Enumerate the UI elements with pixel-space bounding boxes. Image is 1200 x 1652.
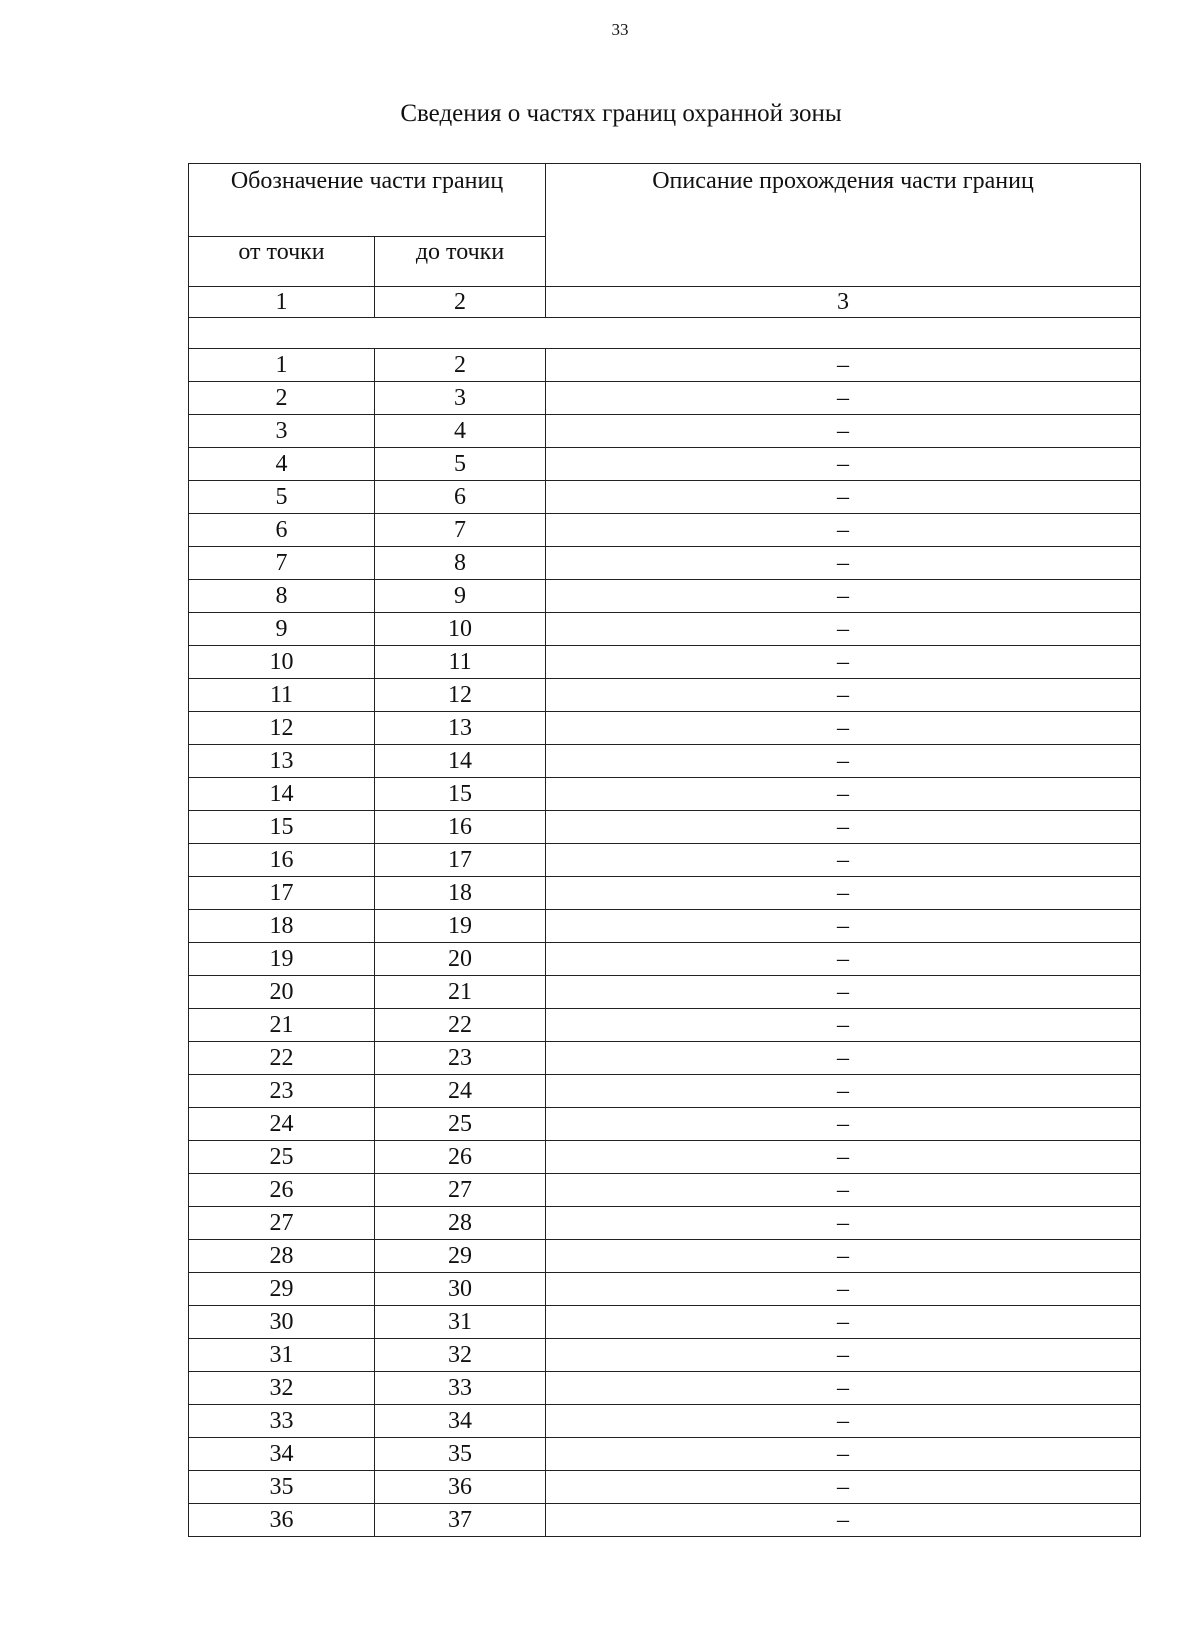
table-header	[189, 164, 1141, 349]
cell-to-point: 8	[375, 547, 546, 580]
cell-to-point: 3	[375, 382, 546, 415]
cell-description: –	[546, 481, 1141, 514]
table-row	[189, 1009, 1141, 1042]
cell-from-point: 26	[189, 1174, 375, 1207]
header-from-point: от точки	[189, 237, 375, 287]
cell-to-point: 31	[375, 1306, 546, 1339]
cell-to-point: 17	[375, 844, 546, 877]
table-row	[189, 1042, 1141, 1075]
cell-to-point: 32	[375, 1339, 546, 1372]
header-to-point: до точки	[375, 237, 546, 287]
cell-description: –	[546, 1009, 1141, 1042]
boundary-parts-table	[188, 163, 1141, 1537]
column-number: 3	[546, 287, 1141, 318]
cell-to-point: 6	[375, 481, 546, 514]
cell-to-point: 19	[375, 910, 546, 943]
cell-to-point: 27	[375, 1174, 546, 1207]
cell-from-point: 28	[189, 1240, 375, 1273]
cell-to-point: 21	[375, 976, 546, 1009]
cell-from-point: 29	[189, 1273, 375, 1306]
cell-from-point: 4	[189, 448, 375, 481]
cell-to-point: 29	[375, 1240, 546, 1273]
table-row	[189, 910, 1141, 943]
cell-from-point: 11	[189, 679, 375, 712]
header-boundary-description: Описание прохождения части границ	[546, 164, 1141, 287]
cell-description: –	[546, 910, 1141, 943]
column-number: 2	[375, 287, 546, 318]
cell-to-point: 20	[375, 943, 546, 976]
cell-from-point: 15	[189, 811, 375, 844]
cell-from-point: 2	[189, 382, 375, 415]
cell-to-point: 2	[375, 349, 546, 382]
table-row	[189, 1504, 1141, 1537]
cell-description: –	[546, 943, 1141, 976]
table-row	[189, 943, 1141, 976]
table-row	[189, 646, 1141, 679]
table-row	[189, 1471, 1141, 1504]
cell-description: –	[546, 1339, 1141, 1372]
table-row	[189, 1207, 1141, 1240]
cell-from-point: 13	[189, 745, 375, 778]
cell-description: –	[546, 1273, 1141, 1306]
cell-from-point: 3	[189, 415, 375, 448]
cell-description: –	[546, 712, 1141, 745]
cell-description: –	[546, 1306, 1141, 1339]
table-row	[189, 1405, 1141, 1438]
cell-to-point: 15	[375, 778, 546, 811]
cell-from-point: 16	[189, 844, 375, 877]
cell-description: –	[546, 745, 1141, 778]
table-row	[189, 613, 1141, 646]
cell-description: –	[546, 811, 1141, 844]
cell-description: –	[546, 1372, 1141, 1405]
cell-description: –	[546, 382, 1141, 415]
table-row	[189, 844, 1141, 877]
page-title: Сведения о частях границ охранной зоны	[400, 100, 842, 127]
cell-from-point: 27	[189, 1207, 375, 1240]
table-row	[189, 1075, 1141, 1108]
cell-from-point: 31	[189, 1339, 375, 1372]
cell-from-point: 18	[189, 910, 375, 943]
cell-description: –	[546, 976, 1141, 1009]
cell-to-point: 28	[375, 1207, 546, 1240]
cell-description: –	[546, 349, 1141, 382]
cell-from-point: 5	[189, 481, 375, 514]
table-row	[189, 745, 1141, 778]
cell-to-point: 35	[375, 1438, 546, 1471]
cell-description: –	[546, 778, 1141, 811]
cell-description: –	[546, 580, 1141, 613]
cell-to-point: 7	[375, 514, 546, 547]
cell-to-point: 16	[375, 811, 546, 844]
cell-from-point: 1	[189, 349, 375, 382]
cell-to-point: 11	[375, 646, 546, 679]
table-row	[189, 1306, 1141, 1339]
cell-from-point: 14	[189, 778, 375, 811]
cell-from-point: 34	[189, 1438, 375, 1471]
table-row	[189, 1141, 1141, 1174]
cell-from-point: 22	[189, 1042, 375, 1075]
column-number-row	[189, 287, 1141, 318]
cell-description: –	[546, 1108, 1141, 1141]
table-row	[189, 1438, 1141, 1471]
cell-from-point: 17	[189, 877, 375, 910]
cell-from-point: 10	[189, 646, 375, 679]
cell-from-point: 8	[189, 580, 375, 613]
cell-description: –	[546, 646, 1141, 679]
cell-description: –	[546, 1438, 1141, 1471]
table-row	[189, 415, 1141, 448]
page-number: 33	[611, 20, 629, 39]
cell-from-point: 21	[189, 1009, 375, 1042]
table-row	[189, 811, 1141, 844]
cell-description: –	[546, 1075, 1141, 1108]
cell-to-point: 10	[375, 613, 546, 646]
header-boundary-designation: Обозначение части границ	[189, 164, 546, 237]
cell-to-point: 36	[375, 1471, 546, 1504]
table-row	[189, 877, 1141, 910]
table-row	[189, 1273, 1141, 1306]
table-row	[189, 547, 1141, 580]
cell-to-point: 14	[375, 745, 546, 778]
cell-from-point: 9	[189, 613, 375, 646]
cell-from-point: 6	[189, 514, 375, 547]
table-row	[189, 778, 1141, 811]
cell-description: –	[546, 1504, 1141, 1537]
cell-description: –	[546, 679, 1141, 712]
table-row	[189, 349, 1141, 382]
table-row	[189, 382, 1141, 415]
cell-description: –	[546, 1240, 1141, 1273]
cell-description: –	[546, 1042, 1141, 1075]
cell-from-point: 19	[189, 943, 375, 976]
cell-description: –	[546, 877, 1141, 910]
table-row	[189, 712, 1141, 745]
cell-description: –	[546, 448, 1141, 481]
cell-to-point: 13	[375, 712, 546, 745]
cell-to-point: 26	[375, 1141, 546, 1174]
cell-description: –	[546, 1471, 1141, 1504]
cell-to-point: 34	[375, 1405, 546, 1438]
cell-from-point: 23	[189, 1075, 375, 1108]
cell-from-point: 20	[189, 976, 375, 1009]
table-row	[189, 1240, 1141, 1273]
cell-description: –	[546, 1174, 1141, 1207]
table-row	[189, 580, 1141, 613]
cell-to-point: 24	[375, 1075, 546, 1108]
table-row	[189, 514, 1141, 547]
cell-to-point: 5	[375, 448, 546, 481]
cell-from-point: 30	[189, 1306, 375, 1339]
cell-from-point: 12	[189, 712, 375, 745]
cell-description: –	[546, 514, 1141, 547]
cell-to-point: 9	[375, 580, 546, 613]
cell-description: –	[546, 613, 1141, 646]
cell-to-point: 33	[375, 1372, 546, 1405]
table-row	[189, 976, 1141, 1009]
cell-description: –	[546, 1207, 1141, 1240]
column-number: 1	[189, 287, 375, 318]
cell-to-point: 37	[375, 1504, 546, 1537]
cell-to-point: 18	[375, 877, 546, 910]
cell-to-point: 22	[375, 1009, 546, 1042]
cell-description: –	[546, 415, 1141, 448]
cell-description: –	[546, 547, 1141, 580]
cell-to-point: 30	[375, 1273, 546, 1306]
cell-from-point: 33	[189, 1405, 375, 1438]
blank-row	[189, 318, 1141, 349]
cell-from-point: 36	[189, 1504, 375, 1537]
cell-to-point: 12	[375, 679, 546, 712]
table-row	[189, 1372, 1141, 1405]
blank-cell	[189, 318, 1141, 349]
table-body	[189, 349, 1141, 1537]
table-row	[189, 481, 1141, 514]
table-row	[189, 679, 1141, 712]
table-row	[189, 1174, 1141, 1207]
cell-to-point: 25	[375, 1108, 546, 1141]
cell-from-point: 35	[189, 1471, 375, 1504]
cell-from-point: 7	[189, 547, 375, 580]
cell-description: –	[546, 1141, 1141, 1174]
cell-to-point: 4	[375, 415, 546, 448]
cell-from-point: 25	[189, 1141, 375, 1174]
cell-from-point: 32	[189, 1372, 375, 1405]
cell-from-point: 24	[189, 1108, 375, 1141]
table-row	[189, 1108, 1141, 1141]
table-row	[189, 1339, 1141, 1372]
cell-description: –	[546, 844, 1141, 877]
cell-to-point: 23	[375, 1042, 546, 1075]
table-row	[189, 448, 1141, 481]
cell-description: –	[546, 1405, 1141, 1438]
